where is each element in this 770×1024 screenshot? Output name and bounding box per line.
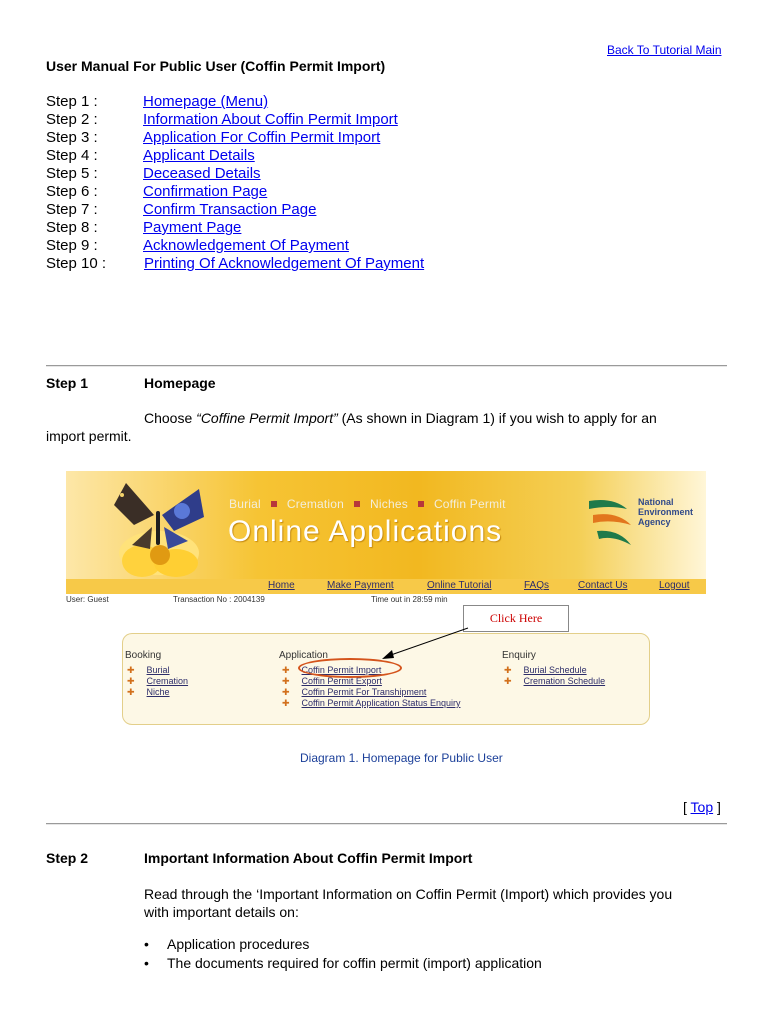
body-text-intro: Choose: [144, 410, 197, 426]
step-link-acknowledgement[interactable]: Acknowledgement Of Payment: [143, 237, 349, 254]
nea-logo-text: [638, 497, 693, 527]
site-banner: [66, 471, 706, 579]
step-label: Step 5 :: [46, 165, 98, 182]
topnav-niches: Niches: [370, 497, 408, 511]
topnav-cremation: Cremation: [286, 497, 345, 511]
section-divider: [46, 365, 727, 367]
section-divider: [46, 823, 727, 825]
plus-bullet-icon: ✚: [127, 676, 135, 686]
square-bullet-icon: [271, 501, 277, 507]
step-link-deceased-details[interactable]: Deceased Details: [143, 165, 261, 182]
banner-title: Online Applications: [228, 515, 503, 548]
section-title: Important Information About Coffin Permit Import: [144, 850, 473, 866]
click-here-callout: Click Here: [463, 605, 569, 632]
bracket-close: ]: [713, 799, 721, 815]
user-info: User: Guest: [66, 595, 109, 604]
plus-bullet-icon: ✚: [504, 665, 512, 675]
menu-item-niche[interactable]: [127, 687, 170, 698]
back-to-tutorial-link[interactable]: Back To Tutorial Main: [607, 43, 722, 57]
menu-item-label: Burial Schedule: [523, 665, 587, 675]
transaction-info: Transaction No : 2004139: [173, 595, 265, 604]
step-label: Step 1 :: [46, 93, 98, 110]
section-body-text: Read through the ‘Important Information on Coffin Permit (Import) which provides you: [144, 886, 673, 902]
section-title: Homepage: [144, 375, 216, 391]
step-label: Step 10 :: [46, 255, 107, 272]
plus-bullet-icon: ✚: [127, 687, 135, 697]
plus-bullet-icon: ✚: [282, 665, 290, 675]
bullet-dot-icon: •: [144, 955, 149, 971]
step-link-homepage[interactable]: Homepage (Menu): [143, 93, 269, 110]
document-title: User Manual For Public User (Coffin Permit Import): [46, 58, 386, 74]
step-label: Step 3 :: [46, 129, 98, 146]
bullet-dot-icon: •: [144, 936, 149, 952]
body-text-quote: “Coffine Permit Import”: [196, 410, 338, 426]
step-label: Step 4 :: [46, 147, 98, 164]
bullet-text: The documents required for coffin permit (import) application: [167, 955, 542, 971]
menu-item-burial[interactable]: [127, 665, 170, 676]
menu-item-coffin-permit-transhipment[interactable]: [282, 687, 426, 698]
callout-arrow-icon: [376, 626, 476, 666]
homepage-screenshot: [66, 471, 706, 731]
agency-line: Environment: [638, 507, 694, 517]
menu-item-label: Cremation: [146, 676, 189, 686]
plus-bullet-icon: ✚: [127, 665, 135, 675]
timeout-info: Time out in 28:59 min: [371, 595, 448, 604]
diagram-caption: Diagram 1. Homepage for Public User: [300, 751, 503, 765]
step-label: Step 2 :: [46, 111, 98, 128]
menu-item-label: Coffin Permit For Transhipment: [301, 687, 427, 697]
nea-logo-icon: [587, 495, 635, 553]
enquiry-heading: Enquiry: [502, 650, 536, 661]
step-label: Step 8 :: [46, 219, 98, 236]
step-link-information[interactable]: Information About Coffin Permit Import: [143, 111, 398, 128]
bracket-open: [: [683, 799, 691, 815]
step-link-application[interactable]: Application For Coffin Permit Import: [143, 129, 381, 146]
nav-logout[interactable]: Logout: [659, 580, 690, 591]
plus-bullet-icon: ✚: [282, 676, 290, 686]
nav-home[interactable]: Home: [268, 580, 295, 591]
square-bullet-icon: [354, 501, 360, 507]
step-link-confirmation[interactable]: Confirmation Page: [143, 183, 268, 200]
plus-bullet-icon: ✚: [504, 676, 512, 686]
menu-item-label: Coffin Permit Import: [301, 665, 382, 675]
bullet-item: [144, 935, 309, 953]
butterfly-flower-image: [104, 475, 224, 579]
nav-make-payment[interactable]: Make Payment: [327, 580, 394, 591]
menu-item-cremation[interactable]: [127, 676, 188, 687]
step-link-payment[interactable]: Payment Page: [143, 219, 242, 236]
menu-item-status-enquiry[interactable]: [282, 698, 460, 709]
application-heading: Application: [279, 650, 328, 661]
bullet-text: Application procedures: [167, 936, 310, 952]
booking-heading: Booking: [125, 650, 162, 661]
menu-item-coffin-permit-export[interactable]: [282, 676, 382, 687]
square-bullet-icon: [418, 501, 424, 507]
menu-item-label: Cremation Schedule: [523, 676, 606, 686]
plus-bullet-icon: ✚: [282, 687, 290, 697]
plus-bullet-icon: ✚: [282, 698, 290, 708]
section-step-label: Step 2: [46, 850, 89, 866]
step-label: Step 6 :: [46, 183, 98, 200]
menu-item-label: Coffin Permit Application Status Enquiry: [301, 698, 461, 708]
section-body-text: [144, 409, 657, 427]
banner-top-nav: [229, 497, 506, 511]
body-text-rest: (As shown in Diagram 1) if you wish to apply for an: [337, 410, 657, 426]
menu-item-label: Coffin Permit Export: [301, 676, 382, 686]
agency-line: Agency: [638, 517, 671, 527]
section-step-label: Step 1: [46, 375, 89, 391]
nav-contact-us[interactable]: Contact Us: [578, 580, 628, 591]
section-body-text-continued: with important details on:: [144, 904, 299, 920]
nav-online-tutorial[interactable]: Online Tutorial: [427, 580, 492, 591]
top-link[interactable]: Top: [690, 799, 714, 815]
step-link-confirm-transaction[interactable]: Confirm Transaction Page: [143, 201, 317, 218]
top-link-wrapper: [683, 799, 721, 815]
menu-item-cremation-schedule[interactable]: [504, 676, 605, 687]
nav-faqs[interactable]: FAQs: [524, 580, 550, 591]
step-link-applicant-details[interactable]: Applicant Details: [143, 147, 255, 164]
menu-item-label: Burial: [146, 665, 170, 675]
step-link-printing[interactable]: Printing Of Acknowledgement Of Payment: [144, 255, 425, 272]
menu-item-label: Niche: [146, 687, 170, 697]
bullet-item: [144, 954, 542, 972]
menu-item-burial-schedule[interactable]: [504, 665, 587, 676]
step-label: Step 9 :: [46, 237, 98, 254]
topnav-burial: Burial: [229, 497, 261, 511]
topnav-coffin-permit: Coffin Permit: [433, 497, 506, 511]
section-body-text-continued: import permit.: [46, 428, 132, 444]
step-label: Step 7 :: [46, 201, 98, 218]
agency-line: National: [638, 497, 674, 507]
